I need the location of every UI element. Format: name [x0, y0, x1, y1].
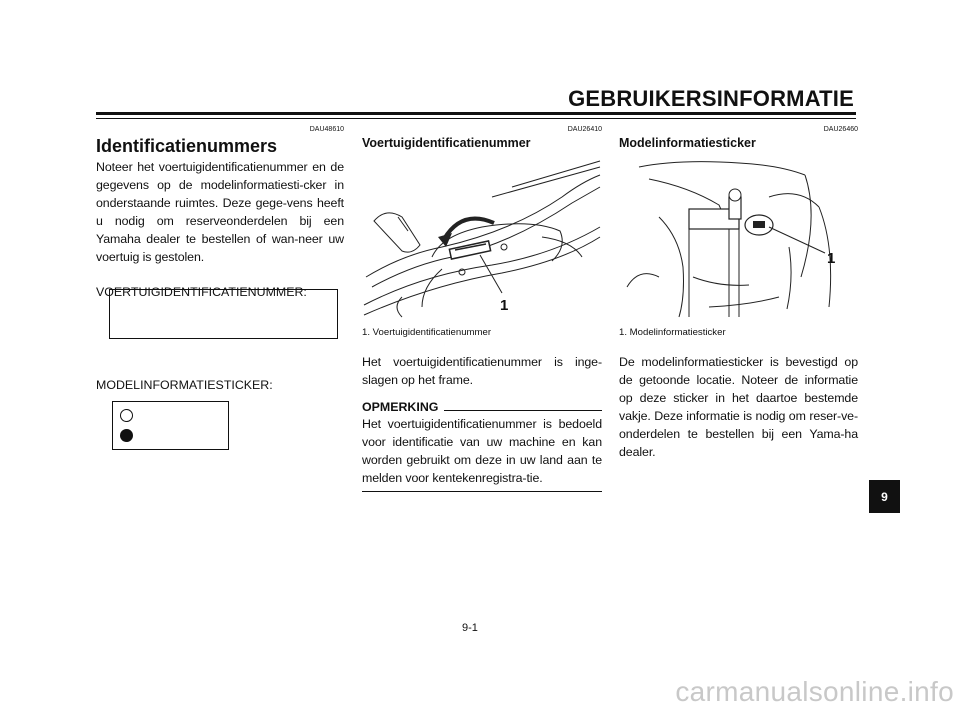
section-code: DAU48610	[309, 126, 344, 133]
section-code: DAU26460	[823, 126, 858, 133]
page-header-title: GEBRUIKERSINFORMATIE	[568, 86, 854, 111]
header-rule-thick	[96, 112, 856, 115]
header-rule-thin	[96, 118, 856, 119]
callout-number: 1	[500, 297, 509, 314]
note-header	[362, 399, 602, 415]
column-model-sticker	[619, 126, 858, 461]
section-code: DAU26410	[567, 126, 602, 133]
figure-caption: 1. Voertuigidentificatienummer	[362, 327, 492, 338]
note-body: Het voertuigidentificatienummer is bedoeld voor identificatie van uw machine en kan worden gebruikt om deze in uw land aan te melden voor kentekenregistra-tie.	[362, 417, 602, 485]
section-title: Identificatienummers	[96, 136, 278, 156]
filled-circle-icon	[120, 429, 133, 442]
section-title: Voertuigidentificatienummer	[362, 136, 531, 150]
frame-vin-illustration	[362, 157, 602, 319]
page-number: 9-1	[462, 622, 478, 634]
note-title: OPMERKING	[362, 400, 439, 414]
watermark: carmanualsonline.info	[675, 676, 954, 707]
model-record-box	[112, 401, 229, 450]
vin-record-box	[109, 289, 338, 339]
vin-label: VOERTUIGIDENTIFICATIENUMMER:	[96, 285, 307, 299]
model-sticker-illustration	[619, 157, 858, 319]
note-end-rule	[362, 491, 602, 492]
column-vin	[362, 126, 602, 492]
open-circle-icon	[120, 409, 133, 422]
section-body: Het voertuigidentificatienummer is inge-slagen op het frame.	[362, 355, 602, 387]
column-identification	[96, 126, 344, 392]
model-label: MODELINFORMATIESTICKER:	[96, 378, 273, 392]
section-body: Noteer het voertuigidentificatienummer en de gegevens op de modelinformatiesti-cker in onderstaande ruimtes. Deze gege-vens heeft u nodig om reserveonderdelen bij een Yamaha dealer te bestellen of wan-neer uw voertuig is gestolen.	[96, 160, 344, 264]
chapter-tab[interactable]: 9	[869, 480, 900, 513]
section-title: Modelinformatiesticker	[619, 136, 756, 150]
note-rule	[444, 410, 602, 411]
section-body: De modelinformatiesticker is bevestigd op de getoonde locatie. Noteer de informatie op deze sticker in het daartoe bestemde vakje. Deze informatie is nodig om reser-ve-onderdelen te bestellen bij een Yama-ha dealer.	[619, 355, 858, 459]
figure-caption: 1. Modelinformatiesticker	[619, 327, 726, 338]
callout-number: 1	[827, 250, 836, 267]
